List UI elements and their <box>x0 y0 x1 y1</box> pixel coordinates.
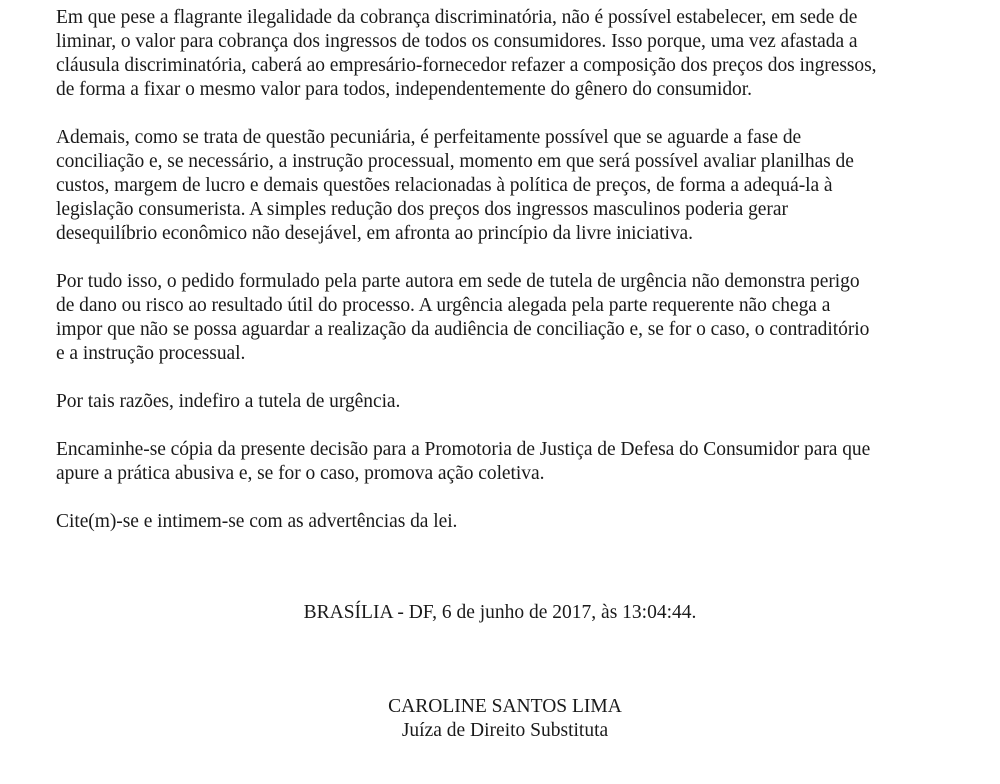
signature-block <box>0 695 1000 743</box>
signer-name: CAROLINE SANTOS LIMA <box>388 696 622 717</box>
paragraph-5: Encaminhe-se cópia da presente decisão para a Promotoria de Justiça de Defesa do Consumidor para que apure a prática abusiva e, se for o caso, promova ação coletiva. <box>56 439 871 484</box>
paragraph-1: Em que pese a flagrante ilegalidade da cobrança discriminatória, não é possível estabelecer, em sede de liminar, o valor para cobrança dos ingressos de todos os consumidores. Isso porque, uma vez afastada a cláusula discriminatória, caberá ao empresário-fornecedor refazer a composição dos preços dos ingressos, de forma a fixar o mesmo valor para todos, independentemente do gênero do consumidor. <box>56 7 877 100</box>
paragraph-3: Por tudo isso, o pedido formulado pela parte autora em sede de tutela de urgência não demonstra perigo de dano ou risco ao resultado útil do processo. A urgência alegada pela parte requerente não chega a impor que não se possa aguardar a realização da audiência de conciliação e, se for o caso, o contraditório e a instrução processual. <box>56 271 870 364</box>
document-body <box>56 6 956 558</box>
signer-title: Juíza de Direito Substituta <box>401 720 609 741</box>
paragraph-6: Cite(m)-se e intimem-se com as advertências da lei. <box>56 511 458 532</box>
paragraph-4: Por tais razões, indefiro a tutela de urgência. <box>56 391 401 412</box>
paragraph-2: Ademais, como se trata de questão pecuniária, é perfeitamente possível que se aguarde a fase de conciliação e, se necessário, a instrução processual, momento em que será possível avaliar planilhas de custos, margem de lucro e demais questões relacionadas à política de preços, de forma a adequá-la à legislação consumerista. A simples redução dos preços dos ingressos masculinos poderia gerar desequilíbrio econômico não desejável, em afronta ao princípio da livre iniciativa. <box>56 127 854 244</box>
dateline: BRASÍLIA - DF, 6 de junho de 2017, às 13:04:44. <box>303 602 697 623</box>
